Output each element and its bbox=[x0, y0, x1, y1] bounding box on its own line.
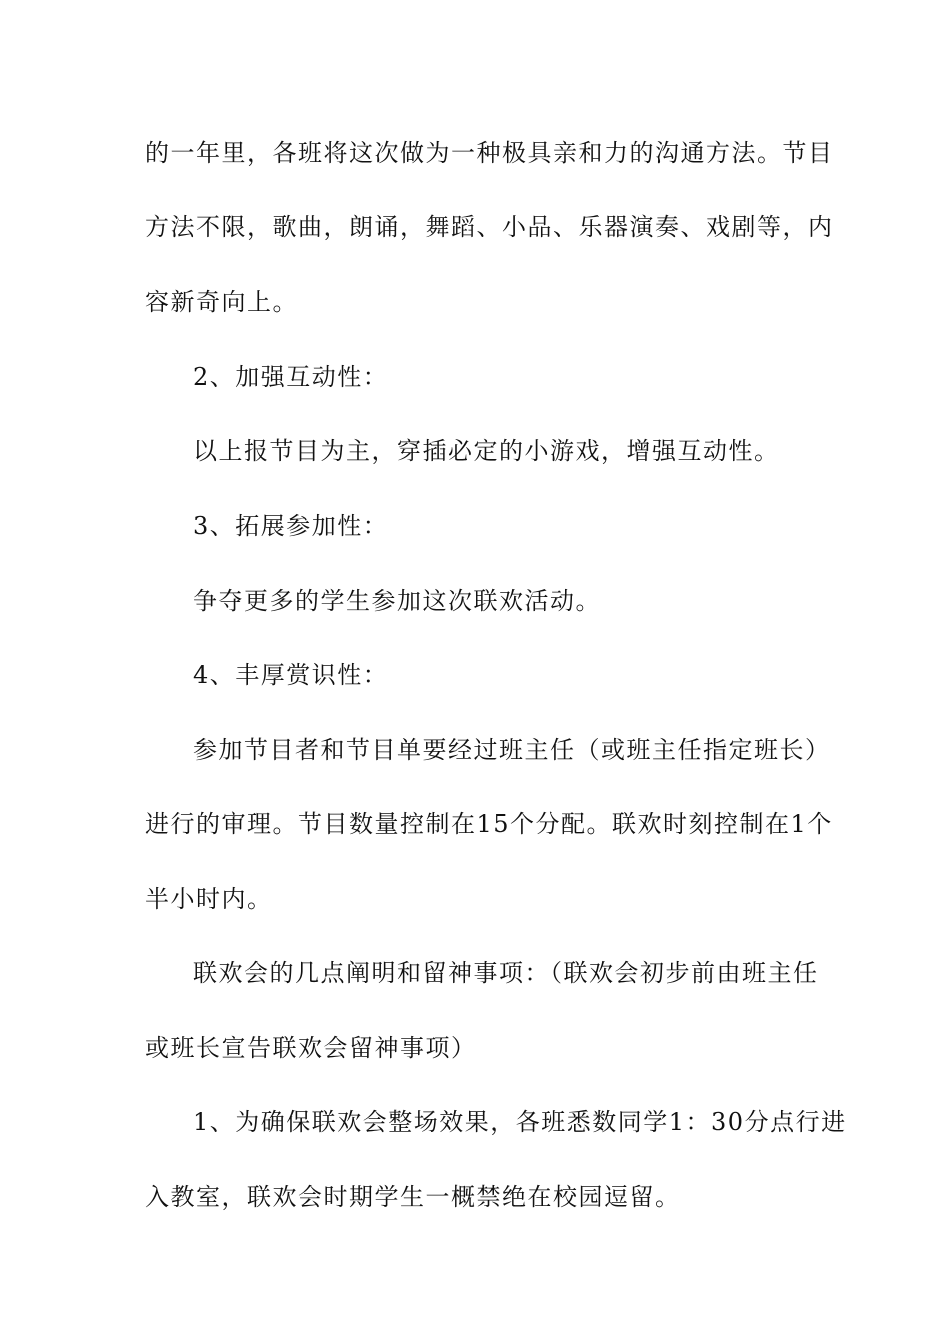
text-line: 或班长宣告联欢会留神事项） bbox=[145, 1034, 477, 1062]
text-line: 联欢会的几点阐明和留神事项：（联欢会初步前由班主任 bbox=[193, 959, 819, 987]
text-line: 入教室，联欢会时期学生一概禁绝在校园逗留。 bbox=[145, 1183, 681, 1211]
section-heading: 3、拓展参加性： bbox=[193, 512, 389, 540]
section-heading: 2、加强互动性： bbox=[193, 363, 389, 391]
text-line: 方法不限，歌曲，朗诵，舞蹈、小品、乐器演奏、戏剧等，内 bbox=[145, 213, 834, 241]
text-line: 1、为确保联欢会整场效果，各班悉数同学1：30分点行进 bbox=[193, 1108, 847, 1136]
text-line: 争夺更多的学生参加这次联欢活动。 bbox=[193, 587, 601, 615]
text-line: 容新奇向上。 bbox=[145, 288, 298, 316]
text-line: 的一年里，各班将这次做为一种极具亲和力的沟通方法。节目 bbox=[145, 139, 834, 167]
text-line: 半小时内。 bbox=[145, 885, 273, 913]
text-line: 以上报节目为主，穿插必定的小游戏，增强互动性。 bbox=[193, 437, 780, 465]
text-line: 参加节目者和节目单要经过班主任（或班主任指定班长） bbox=[193, 736, 831, 764]
section-heading: 4、丰厚赏识性： bbox=[193, 661, 389, 689]
text-line: 进行的审理。节目数量控制在15个分配。联欢时刻控制在1个 bbox=[145, 810, 833, 838]
